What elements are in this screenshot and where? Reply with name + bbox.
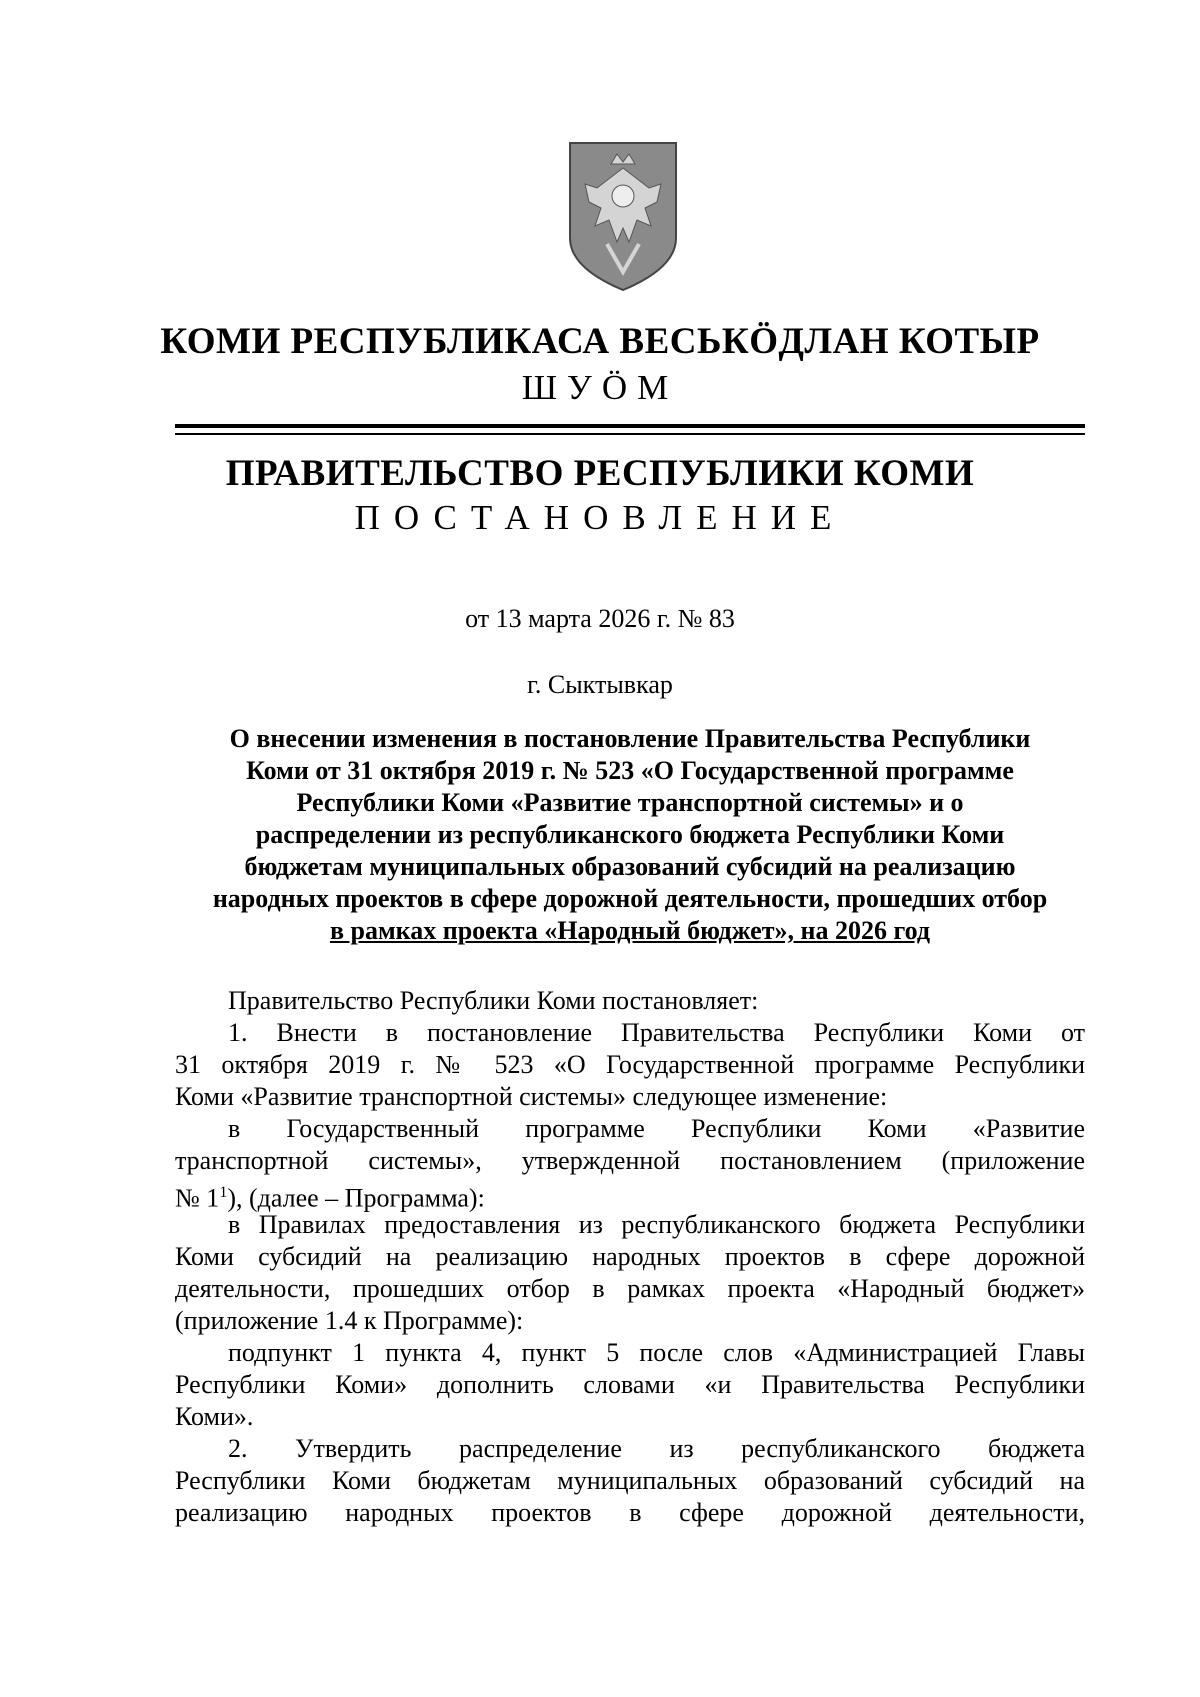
body-line: Правительство Республики Коми постановляет: — [228, 986, 759, 1015]
russian-document-type: ПОСТАНОВЛЕНИЕ — [354, 498, 846, 537]
body-line: Коми «Развитие транспортной системы» следующее изменение: — [175, 1082, 888, 1111]
body-line: 1. Внести в постановление Правительства Республики Коми от — [228, 1018, 1085, 1047]
russian-organization-title: ПРАВИТЕЛЬСТВО РЕСПУБЛИКИ КОМИ — [225, 453, 975, 494]
body-line: 2. Утвердить распределение из республиканского бюджета — [228, 1434, 1085, 1463]
title-line: Республики Коми «Развитие транспортной системы» и о — [296, 788, 964, 817]
title-line: народных проектов в сфере дорожной деятельности, прошедших отбор — [212, 884, 1048, 913]
title-line: распределении из республиканского бюджета Республики Коми — [255, 820, 1005, 849]
body-line: Республики Коми бюджетам муниципальных образований субсидий на — [175, 1466, 1085, 1495]
komi-document-type: ШУӦМ — [521, 368, 679, 407]
body-line: Коми субсидий на реализацию народных проектов в сфере дорожной — [175, 1242, 1085, 1271]
appendix-number: № 1 — [175, 1183, 220, 1213]
document-date-number: от 13 марта 2026 г. № 83 — [465, 604, 735, 633]
body-line: (приложение 1.4 к Программе): — [175, 1306, 524, 1335]
title-line: О внесении изменения в постановление Правительства Республики — [229, 724, 1031, 753]
body-line: Коми». — [175, 1402, 254, 1431]
document-body — [175, 985, 1085, 1529]
body-line: Республики Коми» дополнить словами «и Правительства Республики — [175, 1370, 1085, 1399]
appendix-superscript: 1 — [219, 1184, 228, 1201]
body-line: 31 октября 2019 г. № 523 «О Государственной программе Республики — [175, 1050, 1085, 1079]
komi-organization-title: КОМИ РЕСПУБЛИКАСА ВЕСЬКӦДЛАН КОТЫР — [160, 321, 1040, 362]
komi-coat-of-arms-icon — [567, 140, 679, 292]
body-line: в Государственный программе Республики Коми «Развитие — [228, 1114, 1085, 1143]
document-city: г. Сыктывкар — [527, 670, 673, 699]
document-title — [160, 723, 1100, 947]
title-line: Коми от 31 октября 2019 г. № 523 «О Государственной программе — [246, 756, 1014, 785]
body-line: транспортной системы», утвержденной постановлением (приложение — [175, 1146, 1085, 1175]
header-divider-thin — [175, 433, 1085, 435]
body-line: реализацию народных проектов в сфере дорожной деятельности, — [175, 1498, 1085, 1527]
body-line: подпункт 1 пункта 4, пункт 5 после слов «Администрацией Главы — [228, 1338, 1085, 1367]
body-line: в Правилах предоставления из республиканского бюджета Республики — [228, 1210, 1085, 1239]
header-divider-thick — [175, 424, 1085, 428]
body-line: деятельности, прошедших отбор в рамках проекта «Народный бюджет» — [175, 1274, 1085, 1303]
body-line — [175, 1177, 1085, 1213]
appendix-suffix: ), (далее – Программа): — [227, 1183, 485, 1213]
title-line: в рамках проекта «Народный бюджет», на 2026 год — [329, 916, 931, 945]
title-line: бюджетам муниципальных образований субсидий на реализацию — [244, 852, 1016, 881]
